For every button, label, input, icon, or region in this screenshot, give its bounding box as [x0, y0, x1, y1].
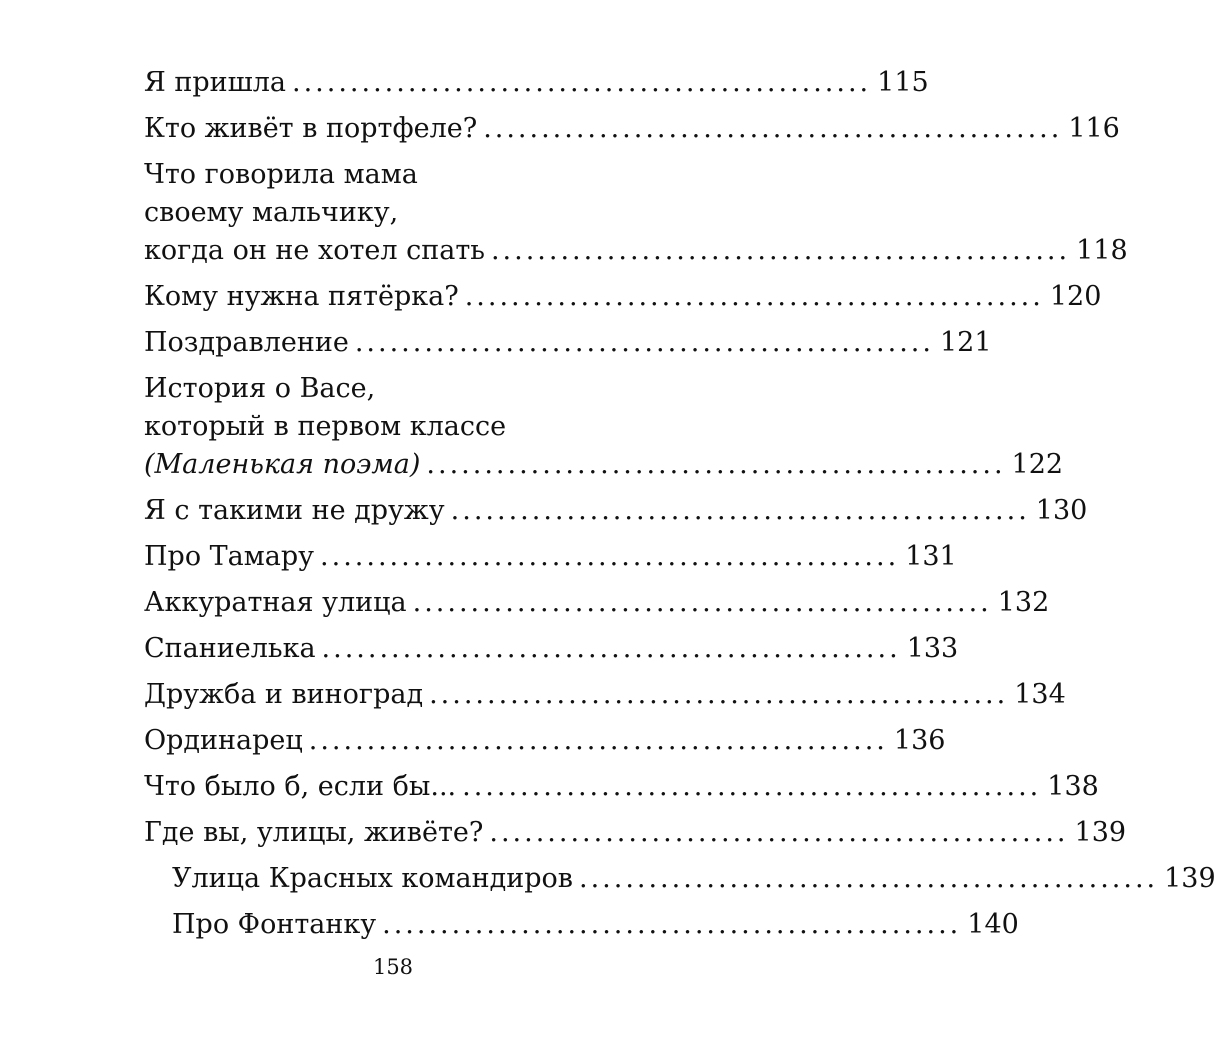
toc-entry-title: Кто живёт в портфеле?: [144, 113, 478, 144]
toc-entry-row: [144, 446, 1064, 484]
toc-entry[interactable]: [144, 768, 1099, 806]
table-of-contents: [144, 64, 1216, 952]
toc-entry-page: 116: [1068, 113, 1120, 144]
dot-leader: ..................................................: [354, 327, 934, 358]
toc-entry-page: 130: [1035, 495, 1088, 526]
toc-entry[interactable]: [144, 584, 1050, 622]
toc-entry-title-line: История о Васе,: [144, 373, 376, 404]
toc-entry-page: 121: [939, 327, 992, 358]
dot-leader: ..................................................: [412, 587, 992, 618]
toc-subentry[interactable]: [144, 860, 1216, 898]
toc-entry-row: [172, 906, 1019, 944]
toc-entry-title: когда он не хотел спать: [144, 235, 485, 266]
toc-entry[interactable]: [144, 814, 1127, 852]
toc-entry-page: 131: [905, 541, 957, 572]
toc-entry-page: 120: [1049, 281, 1102, 312]
toc-entry-title: Ординарец: [144, 725, 303, 756]
dot-leader: ..................................................: [426, 449, 1006, 480]
toc-entry-title: Что было б, если бы...: [144, 771, 457, 802]
toc-entry-page: 136: [893, 725, 946, 756]
toc-entry[interactable]: [144, 676, 1066, 714]
toc-entry-row: [144, 232, 1128, 270]
page-number: 158: [372, 955, 414, 979]
toc-entry-title: (Маленькая поэма): [144, 449, 421, 480]
toc-entry[interactable]: [144, 110, 1120, 148]
toc-entry-row: [144, 278, 1102, 316]
dot-leader: ..................................................: [578, 863, 1159, 894]
toc-entry-page: 138: [1047, 771, 1099, 802]
toc-entry-title: Аккуратная улица: [144, 587, 407, 618]
toc-entry-title: Улица Красных командиров: [172, 863, 573, 894]
toc-entry[interactable]: [144, 324, 992, 362]
toc-subentry[interactable]: [144, 906, 1019, 944]
dot-leader: ..................................................: [490, 235, 1071, 266]
toc-entry-row: [144, 492, 1088, 530]
dot-leader: ..................................................: [462, 771, 1042, 802]
toc-entry-title-line: своему мальчику,: [144, 197, 399, 228]
toc-entry-row: [144, 324, 992, 362]
dot-leader: ..................................................: [292, 67, 872, 98]
toc-entry-title: Про Фонтанку: [172, 909, 377, 940]
toc-entry-row: [144, 584, 1050, 622]
toc-entry-row: [144, 630, 959, 668]
toc-entry-row: [144, 722, 946, 760]
toc-entry-row: [144, 538, 957, 576]
toc-entry-title-line: который в первом классе: [144, 411, 507, 442]
dot-leader: ..................................................: [429, 679, 1009, 710]
dot-leader: ..................................................: [464, 281, 1044, 312]
toc-entry-page: 133: [906, 633, 959, 664]
toc-entry-title: Кому нужна пятёрка?: [144, 281, 459, 312]
toc-entry-title: Я пришла: [144, 67, 287, 98]
toc-entry-page: 139: [1164, 863, 1216, 894]
toc-entry[interactable]: [144, 722, 946, 760]
toc-entry-row: [144, 64, 929, 102]
toc-entry-page: 118: [1076, 235, 1128, 266]
toc-entry[interactable]: [144, 538, 957, 576]
toc-entry[interactable]: [144, 278, 1102, 316]
toc-entry-page: 134: [1014, 679, 1066, 710]
dot-leader: ..................................................: [483, 113, 1063, 144]
dot-leader: ..................................................: [450, 495, 1030, 526]
dot-leader: ..................................................: [489, 817, 1069, 848]
toc-entry[interactable]: [144, 64, 929, 102]
toc-entry-row: [144, 768, 1099, 806]
dot-leader: ..................................................: [321, 633, 901, 664]
dot-leader: ..................................................: [320, 541, 900, 572]
toc-entry-title: Я с такими не дружу: [144, 495, 445, 526]
toc-entry-page: 115: [877, 67, 929, 98]
toc-entry-title-line: Что говорила мама: [144, 159, 418, 190]
toc-entry-row: [172, 860, 1216, 898]
toc-entry-title: Дружба и виноград: [144, 679, 424, 710]
toc-entry-page: 140: [967, 909, 1019, 940]
toc-entry[interactable]: [144, 370, 1064, 484]
toc-entry[interactable]: [144, 630, 959, 668]
toc-entry-row: [144, 814, 1127, 852]
toc-entry-row: [144, 110, 1120, 148]
toc-entry-page: 139: [1074, 817, 1127, 848]
toc-entry-title: Поздравление: [144, 327, 349, 358]
toc-entry[interactable]: [144, 492, 1088, 530]
toc-entry-title: Спаниелька: [144, 633, 316, 664]
toc-entry-page: 122: [1011, 449, 1064, 480]
toc-entry[interactable]: [144, 156, 1128, 270]
toc-entry-row: [144, 676, 1066, 714]
dot-leader: ..................................................: [308, 725, 888, 756]
toc-entry-page: 132: [997, 587, 1050, 618]
toc-entry-title: Где вы, улицы, живёте?: [144, 817, 484, 848]
dot-leader: ..................................................: [382, 909, 962, 940]
toc-entry-title: Про Тамару: [144, 541, 315, 572]
